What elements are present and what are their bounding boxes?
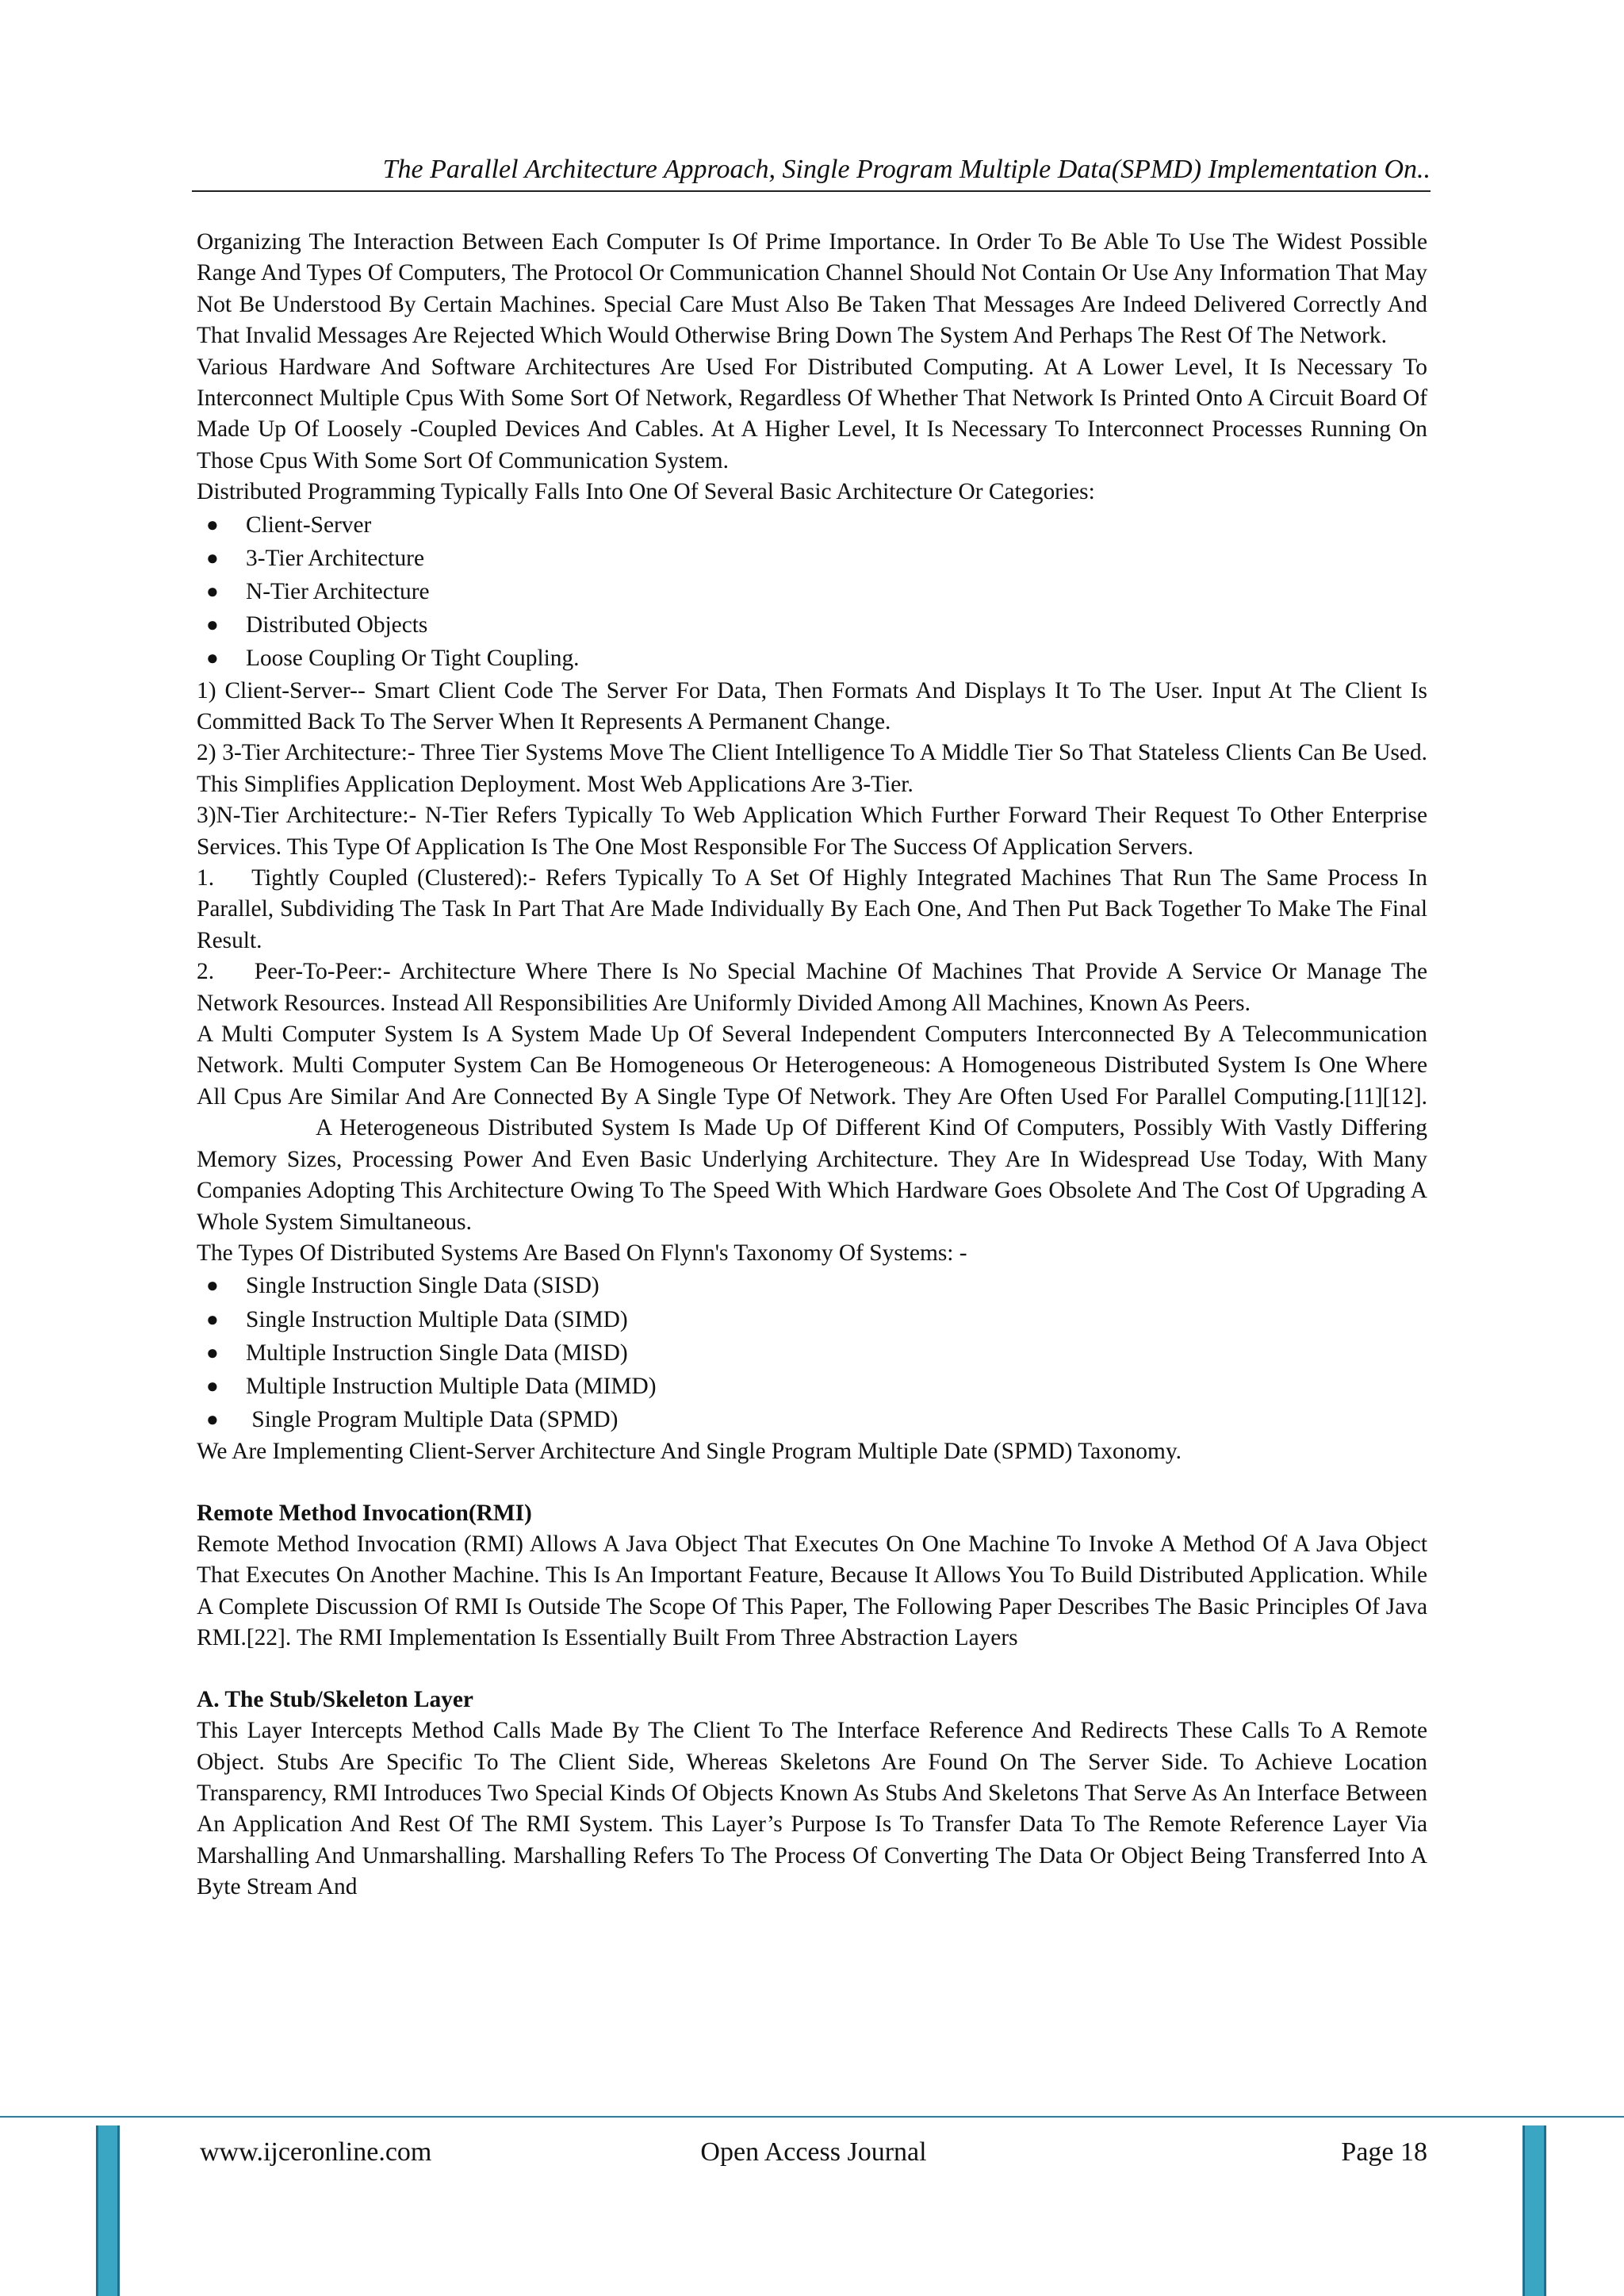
footer-bar-left	[96, 2125, 120, 2296]
list-item-text: N-Tier Architecture	[246, 579, 430, 605]
paragraph-rmi: Remote Method Invocation (RMI) Allows A Java Object That Executes On One Machine To Invoke A Method Of A Java Object That Executes On Another Machine. This Is An Important Feature, Because It Allows You To Build Distributed Application. While A Complete Discussion Of RMI Is Outside The Scope Of This Paper, The Following Paper Describes The Basic Principles Of Java RMI.[22]. The RMI Implementation Is Essentially Built From Three Abstraction Layers	[197, 1531, 1427, 1651]
list-item-text: Loose Coupling Or Tight Coupling.	[246, 646, 580, 672]
page-body	[197, 227, 1434, 1903]
paragraph-multi-computer	[197, 1019, 1427, 1238]
running-header: The Parallel Architecture Approach, Single Program Multiple Data(SPMD) Implementation On..	[382, 155, 1431, 184]
paragraph-3-tier: 2) 3-Tier Architecture:- Three Tier Systems Move The Client Intelligence To A Middle Tier So That Stateless Clients Can Be Used. This Simplifies Application Deployment. Most Web Applications Are 3-Tier.	[197, 740, 1427, 797]
list-item	[197, 1370, 1427, 1403]
list-item	[197, 1403, 1427, 1436]
list-item	[197, 608, 1427, 642]
paragraph-tightly-coupled: 1. Tightly Coupled (Clustered):- Refers Typically To A Set Of Highly Integrated Machines That Run The Same Process In Parallel, Subdividing The Task In Part That Are Made Individually By Each One, And Then Put Back Together To Make The Final Result.	[197, 865, 1434, 953]
list-item-text: Single Instruction Multiple Data (SIMD)	[246, 1306, 628, 1332]
paragraph-interaction: Organizing The Interaction Between Each Computer Is Of Prime Importance. In Order To Be Able To Use The Widest Possible Range And Types Of Computers, The Protocol Or Communication Channel Should Not Contain Or Use Any Information That May Not Be Understood By Certain Machines. Special Care Must Also Be Taken That Messages Are Indeed Delivered Correctly And That Invalid Messages Are Rejected Which Would Otherwise Bring Down The System And Perhaps The Rest Of The Network.	[197, 229, 1427, 349]
bullet-icon: ●	[206, 646, 219, 670]
bullet-icon: ●	[206, 613, 219, 637]
footer-page-number: Page 18	[1341, 2137, 1427, 2167]
paragraph-n-tier: 3)N-Tier Architecture:- N-Tier Refers Typically To Web Application Which Further Forward Their Request To Other Enterprise Services. This Type Of Application Is The One Most Responsible For The Success Of Application Servers.	[197, 803, 1427, 860]
bullet-icon: ●	[206, 512, 219, 536]
bullet-icon: ●	[206, 1408, 219, 1432]
footer-bar-right	[1522, 2125, 1546, 2296]
architecture-list	[197, 508, 1427, 676]
list-item	[197, 1303, 1427, 1336]
multi-computer-heterogeneous: A Heterogeneous Distributed System Is Made Up Of Different Kind Of Computers, Possibly With Vastly Differing Memory Sizes, Processing Power And Even Basic Underlying Architecture. They Are In Widespread Use Today, With Many Companies Adopting This Architecture Owing To The Speed With Which Hardware Goes Obsolete And The Cost Of Upgrading A Whole System Simultaneous.	[197, 1115, 1427, 1235]
header-rule	[192, 190, 1431, 192]
bullet-icon: ●	[206, 580, 219, 604]
section-heading-stub-skeleton: A. The Stub/Skeleton Layer	[197, 1686, 473, 1712]
page-footer	[200, 2135, 1427, 2170]
multi-computer-homogeneous: A Multi Computer System Is A System Made Up Of Several Independent Computers Interconnected By A Telecommunication Network. Multi Computer System Can Be Homogeneous Or Heterogeneous: A Homogeneous Distributed System Is One Where All Cpus Are Similar And Are Connected By A Single Type Of Network. They Are Often Used For Parallel Computing.[11][12].	[197, 1022, 1427, 1110]
list-item-text: Multiple Instruction Multiple Data (MIMD)	[246, 1373, 657, 1399]
list-item-text: 3-Tier Architecture	[246, 545, 424, 571]
list-item	[197, 642, 1427, 675]
paragraph-categories-intro: Distributed Programming Typically Falls Into One Of Several Basic Architecture Or Categories:	[197, 479, 1095, 505]
list-item	[197, 1336, 1427, 1370]
paragraph-architectures: Various Hardware And Software Architectures Are Used For Distributed Computing. At A Lower Level, It Is Necessary To Interconnect Multiple Cpus With Some Sort Of Network, Regardless Of Whether That Network Is Printed Onto A Circuit Board Of Made Up Of Loosely -Coupled Devices And Cables. At A Higher Level, It Is Necessary To Interconnect Processes Running On Those Cpus With Some Sort Of Communication System.	[197, 354, 1427, 473]
section-heading-rmi: Remote Method Invocation(RMI)	[197, 1500, 532, 1526]
list-item-text: Client-Server	[246, 512, 372, 538]
paragraph-client-server: 1) Client-Server-- Smart Client Code The Server For Data, Then Formats And Displays It To The User. Input At The Client Is Committed Back To The Server When It Represents A Permanent Change.	[197, 677, 1427, 734]
list-item-text: Multiple Instruction Single Data (MISD)	[246, 1340, 628, 1366]
paragraph-implementation: We Are Implementing Client-Server Architecture And Single Program Multiple Date (SPMD) Taxonomy.	[197, 1439, 1182, 1465]
list-item-text: Single Program Multiple Data (SPMD)	[246, 1407, 619, 1433]
list-item	[197, 542, 1427, 575]
bullet-icon: ●	[206, 1340, 219, 1364]
list-item-text: Distributed Objects	[246, 612, 428, 638]
list-item	[197, 1269, 1427, 1302]
list-item	[197, 508, 1427, 542]
paragraph-flynn-intro: The Types Of Distributed Systems Are Based On Flynn's Taxonomy Of Systems: -	[197, 1240, 967, 1266]
list-item-text: Single Instruction Single Data (SISD)	[246, 1273, 599, 1299]
footer-rule	[0, 2116, 1624, 2118]
bullet-icon: ●	[206, 1374, 219, 1397]
bullet-icon: ●	[206, 1274, 219, 1297]
bullet-icon: ●	[206, 1307, 219, 1331]
footer-journal: Open Access Journal	[700, 2137, 927, 2167]
list-item	[197, 575, 1427, 608]
footer-website-link[interactable]: www.ijceronline.com	[200, 2137, 432, 2167]
paragraph-peer-to-peer: 2. Peer-To-Peer:- Architecture Where There Is No Special Machine Of Machines That Provide A Service Or Manage The Network Resources. Instead All Responsibilities Are Uniformly Divided Among All Machines, Known As Peers.	[197, 959, 1434, 1016]
flynn-taxonomy-list	[197, 1269, 1427, 1436]
paragraph-stub-skeleton: This Layer Intercepts Method Calls Made By The Client To The Interface Reference And Redirects These Calls To A Remote Object. Stubs Are Specific To The Client Side, Whereas Skeletons Are Found On The Server Side. To Achieve Location Transparency, RMI Introduces Two Special Kinds Of Objects Known As Stubs And Skeletons That Serve As An Interface Between An Application And Rest Of The RMI System. This Layer’s Purpose Is To Transfer Data To The Remote Reference Layer Via Marshalling And Unmarshalling. Marshalling Refers To The Process Of Converting The Data Or Object Being Transferred Into A Byte Stream And	[197, 1718, 1427, 1900]
bullet-icon: ●	[206, 546, 219, 569]
